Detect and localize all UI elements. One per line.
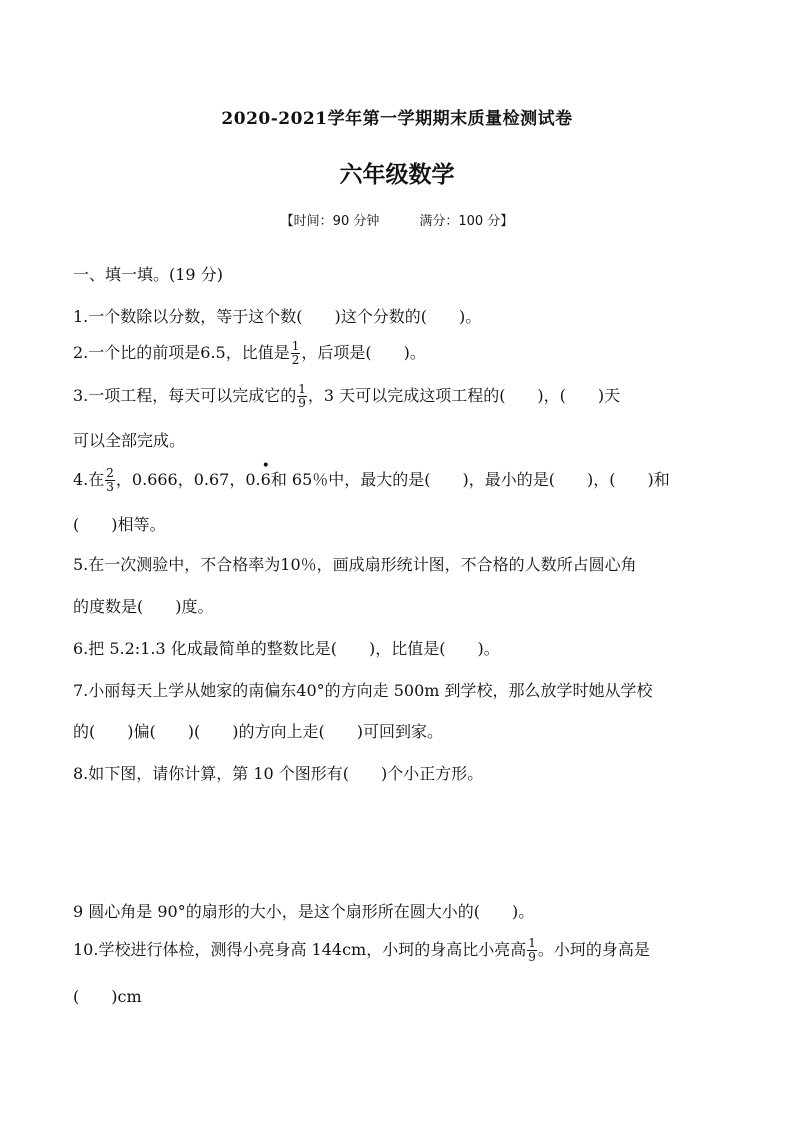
exam-score: 满分：100 分】: [419, 214, 514, 229]
question-3-text-a: 3.一项工程，每天可以完成它的: [73, 386, 297, 405]
repeating-decimal-digit: [260, 458, 271, 489]
question-10-line-2: ( )cm: [73, 987, 142, 1006]
fraction-numerator: 1: [298, 382, 306, 396]
question-6: 6.把 5.2:1.3 化成最简单的整数比是( )，比值是( )。: [73, 639, 500, 658]
repeat-dot: •: [261, 458, 270, 474]
fraction-numerator: 2: [106, 466, 114, 480]
question-2-text-a: 2.一个比的前项是6.5，比值是: [73, 343, 290, 362]
question-7: 7.小丽每天上学从她家的南偏东40°的方向走 500m 到学校，那么放学时她从学校: [73, 681, 653, 700]
question-4: [73, 458, 670, 494]
question-4-text-b: ，0.666，0.67，0.: [115, 470, 261, 489]
fraction-numerator: 1: [528, 936, 536, 950]
fraction-denominator: 3: [106, 480, 114, 494]
question-4-line-2: ( )相等。: [73, 515, 166, 534]
exam-title: 2020-2021学年第一学期期末质量检测试卷: [221, 109, 573, 129]
exam-meta: [0, 210, 794, 229]
question-7-line-2: 的( )偏( )( )的方向上走( )可回到家。: [73, 722, 443, 741]
question-4-text-a: 4.在: [73, 470, 105, 489]
question-10-text-b: 。小珂的身高是: [537, 940, 650, 959]
question-10-text-a: 10.学校进行体检，测得小亮身高 144cm，小珂的身高比小亮高: [73, 940, 527, 959]
section-heading: 一、填一填。(19 分): [73, 265, 223, 284]
question-3-text-b: ，3 天可以完成这项工程的( )，( )天: [307, 386, 621, 405]
exam-time: 【时间：90 分钟: [280, 214, 380, 229]
fraction-denominator: 9: [528, 950, 536, 964]
question-8: 8.如下图，请你计算，第 10 个图形有( )个小正方形。: [73, 764, 484, 783]
fraction-two-thirds: [105, 467, 115, 494]
question-2-text-b: ，后项是( )。: [301, 343, 426, 362]
fraction-one-ninth: [527, 937, 537, 964]
question-10: [73, 937, 650, 964]
question-5: 5.在一次测验中，不合格率为10％，画成扇形统计图，不合格的人数所占圆心角: [73, 555, 637, 574]
fraction-denominator: 9: [298, 396, 306, 410]
question-4-text-c: 和 65％中，最大的是( )，最小的是( )，( )和: [270, 470, 670, 489]
repeat-digit: 6: [260, 470, 271, 489]
question-5-line-2: 的度数是( )度。: [73, 597, 214, 616]
fraction-one-half: [291, 340, 301, 367]
fraction-one-ninth: [297, 383, 307, 410]
question-3-line-2: 可以全部完成。: [73, 431, 186, 450]
fraction-denominator: 2: [291, 353, 300, 367]
question-2: [73, 340, 426, 367]
fraction-numerator: 1: [291, 339, 300, 353]
question-3: [73, 383, 620, 410]
question-9: 9 圆心角是 90°的扇形的大小，是这个扇形所在圆大小的( )。: [73, 902, 535, 921]
exam-subject: 六年级数学: [339, 161, 455, 188]
question-1: 1.一个数除以分数，等于这个数( )这个分数的( )。: [73, 307, 482, 326]
